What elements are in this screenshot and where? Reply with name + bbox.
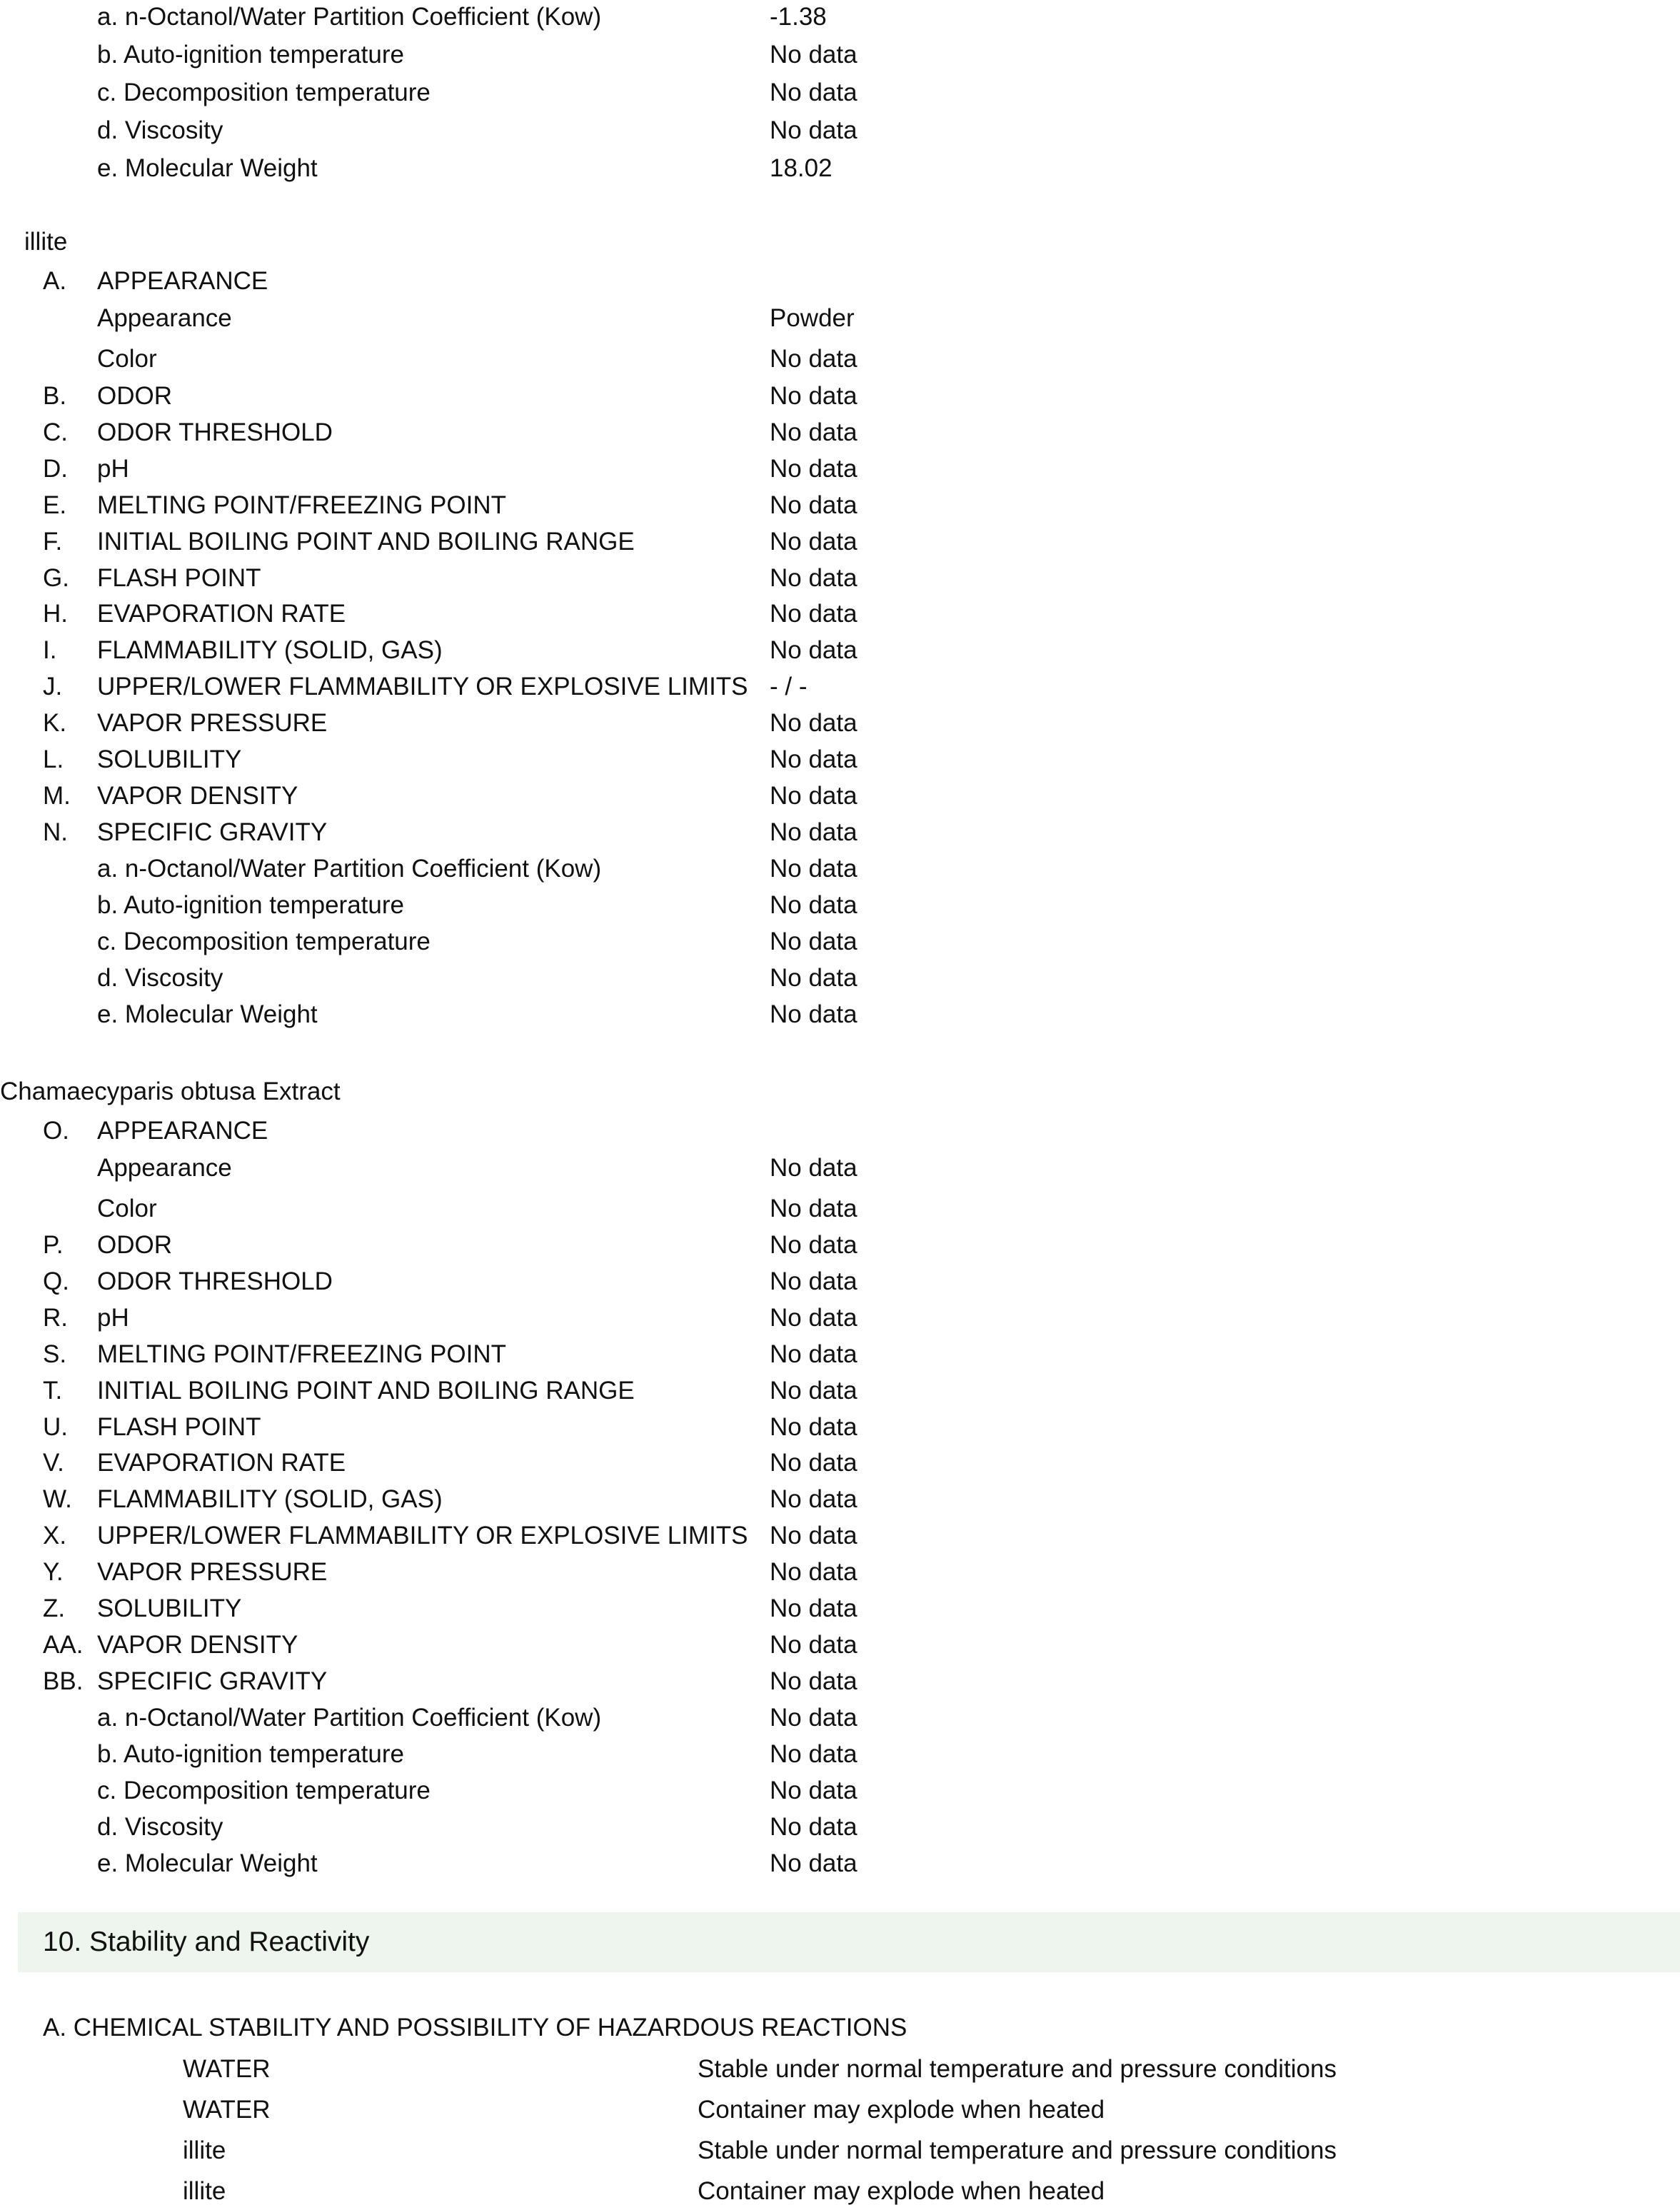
property-value: No data xyxy=(770,1000,857,1028)
property-name: d. Viscosity xyxy=(97,116,223,144)
property-label: Q. xyxy=(43,1267,69,1295)
property-value: No data xyxy=(770,1558,857,1586)
property-label: H. xyxy=(43,600,68,628)
property-name: VAPOR PRESSURE xyxy=(97,709,328,737)
property-value: No data xyxy=(770,1267,857,1295)
property-value: No data xyxy=(770,1522,857,1549)
property-name: INITIAL BOILING POINT AND BOILING RANGE xyxy=(97,1377,635,1405)
component-name: WATER xyxy=(183,2055,271,2083)
property-value: No data xyxy=(770,1413,857,1441)
property-label: I. xyxy=(43,636,57,664)
property-name: INITIAL BOILING POINT AND BOILING RANGE xyxy=(97,528,635,556)
property-label: AA. xyxy=(43,1631,84,1659)
property-value: No data xyxy=(770,1631,857,1659)
property-name: FLASH POINT xyxy=(97,564,261,592)
property-value: No data xyxy=(770,491,857,519)
property-label: BB. xyxy=(43,1667,84,1695)
property-name: VAPOR PRESSURE xyxy=(97,1558,328,1586)
property-value: No data xyxy=(770,818,857,846)
property-label: V. xyxy=(43,1449,64,1477)
property-name: UPPER/LOWER FLAMMABILITY OR EXPLOSIVE LIMITS xyxy=(97,1522,748,1549)
stability-text: Container may explode when heated xyxy=(698,2177,1105,2205)
property-label: W. xyxy=(43,1485,72,1513)
property-name: Appearance xyxy=(97,304,232,332)
property-name: pH xyxy=(97,455,129,483)
property-value: No data xyxy=(770,1449,857,1477)
property-name: SOLUBILITY xyxy=(97,1594,242,1622)
property-value: No data xyxy=(770,928,857,955)
property-label: K. xyxy=(43,709,67,737)
property-name: c. Decomposition temperature xyxy=(97,1777,431,1804)
property-label: U. xyxy=(43,1413,68,1441)
property-name: VAPOR DENSITY xyxy=(97,1631,298,1659)
property-name: c. Decomposition temperature xyxy=(97,928,431,955)
component-name: illite xyxy=(183,2136,226,2164)
property-name: pH xyxy=(97,1304,129,1332)
property-value: No data xyxy=(770,382,857,410)
property-value: No data xyxy=(770,1485,857,1513)
property-label: F. xyxy=(43,528,63,556)
property-value: No data xyxy=(770,1154,857,1182)
property-name: APPEARANCE xyxy=(97,1117,268,1145)
property-value: No data xyxy=(770,782,857,810)
property-label: O. xyxy=(43,1117,69,1145)
property-value: No data xyxy=(770,1304,857,1332)
property-value: No data xyxy=(770,41,857,69)
property-name: FLAMMABILITY (SOLID, GAS) xyxy=(97,636,443,664)
property-label: J. xyxy=(43,673,63,700)
property-label: P. xyxy=(43,1231,64,1259)
property-name: a. n-Octanol/Water Partition Coefficient (Kow) xyxy=(97,3,602,31)
property-name: SPECIFIC GRAVITY xyxy=(97,818,328,846)
property-name: VAPOR DENSITY xyxy=(97,782,298,810)
property-value: No data xyxy=(770,564,857,592)
component-name: illite xyxy=(183,2177,226,2205)
property-label: N. xyxy=(43,818,68,846)
property-value: No data xyxy=(770,1195,857,1222)
stability-text: Stable under normal temperature and pressure conditions xyxy=(698,2136,1337,2164)
section-title: 10. Stability and Reactivity xyxy=(43,1927,370,1957)
property-label: M. xyxy=(43,782,71,810)
property-label: C. xyxy=(43,418,68,446)
property-label: A. xyxy=(43,267,67,295)
property-name: MELTING POINT/FREEZING POINT xyxy=(97,1340,506,1368)
property-name: ODOR THRESHOLD xyxy=(97,418,333,446)
property-name: FLASH POINT xyxy=(97,1413,261,1441)
property-value: No data xyxy=(770,418,857,446)
property-value: No data xyxy=(770,455,857,483)
component-title-illite: illite xyxy=(24,228,68,256)
property-label: B. xyxy=(43,382,67,410)
property-value: No data xyxy=(770,964,857,992)
property-name: e. Molecular Weight xyxy=(97,1849,318,1877)
property-name: c. Decomposition temperature xyxy=(97,79,431,106)
property-value: No data xyxy=(770,891,857,919)
property-value: No data xyxy=(770,600,857,628)
property-name: a. n-Octanol/Water Partition Coefficient (Kow) xyxy=(97,855,602,883)
property-label: X. xyxy=(43,1522,67,1549)
property-value: No data xyxy=(770,528,857,556)
property-value: No data xyxy=(770,1594,857,1622)
property-name: Color xyxy=(97,345,157,373)
property-label: D. xyxy=(43,455,68,483)
property-label: T. xyxy=(43,1377,63,1405)
property-label: L. xyxy=(43,745,64,773)
property-value: -1.38 xyxy=(770,3,827,31)
property-name: a. n-Octanol/Water Partition Coefficient (Kow) xyxy=(97,1704,602,1732)
property-name: d. Viscosity xyxy=(97,964,223,992)
property-value: No data xyxy=(770,1740,857,1768)
stability-text: Stable under normal temperature and pressure conditions xyxy=(698,2055,1337,2083)
component-name: WATER xyxy=(183,2096,271,2124)
property-name: FLAMMABILITY (SOLID, GAS) xyxy=(97,1485,443,1513)
property-value: No data xyxy=(770,1340,857,1368)
property-name: Appearance xyxy=(97,1154,232,1182)
property-value: No data xyxy=(770,79,857,106)
property-name: EVAPORATION RATE xyxy=(97,1449,346,1477)
property-value: No data xyxy=(770,1813,857,1841)
property-value: No data xyxy=(770,1777,857,1804)
property-value: No data xyxy=(770,709,857,737)
property-value: No data xyxy=(770,1377,857,1405)
subsection-heading: A. CHEMICAL STABILITY AND POSSIBILITY OF HAZARDOUS REACTIONS xyxy=(43,2014,907,2041)
property-name: e. Molecular Weight xyxy=(97,1000,318,1028)
property-value: 18.02 xyxy=(770,154,833,182)
property-label: S. xyxy=(43,1340,67,1368)
property-value: No data xyxy=(770,1849,857,1877)
property-name: MELTING POINT/FREEZING POINT xyxy=(97,491,506,519)
property-name: d. Viscosity xyxy=(97,1813,223,1841)
property-label: E. xyxy=(43,491,67,519)
property-label: Z. xyxy=(43,1594,66,1622)
property-name: EVAPORATION RATE xyxy=(97,600,346,628)
property-name: SOLUBILITY xyxy=(97,745,242,773)
component-title-chamaecyparis: Chamaecyparis obtusa Extract xyxy=(0,1078,341,1105)
property-label: G. xyxy=(43,564,69,592)
property-name: ODOR xyxy=(97,382,172,410)
property-label: Y. xyxy=(43,1558,64,1586)
property-value: No data xyxy=(770,1667,857,1695)
property-value: No data xyxy=(770,116,857,144)
property-name: Color xyxy=(97,1195,157,1222)
property-value: No data xyxy=(770,1704,857,1732)
property-value: No data xyxy=(770,636,857,664)
property-name: APPEARANCE xyxy=(97,267,268,295)
property-value: No data xyxy=(770,345,857,373)
property-name: ODOR THRESHOLD xyxy=(97,1267,333,1295)
stability-text: Container may explode when heated xyxy=(698,2096,1105,2124)
property-name: e. Molecular Weight xyxy=(97,154,318,182)
property-value: No data xyxy=(770,855,857,883)
property-name: ODOR xyxy=(97,1231,172,1259)
property-name: b. Auto-ignition temperature xyxy=(97,41,404,69)
property-name: b. Auto-ignition temperature xyxy=(97,1740,404,1768)
property-name: UPPER/LOWER FLAMMABILITY OR EXPLOSIVE LIMITS xyxy=(97,673,748,700)
property-value: No data xyxy=(770,745,857,773)
property-label: R. xyxy=(43,1304,68,1332)
property-value: Powder xyxy=(770,304,855,332)
section-header xyxy=(18,1912,1680,1972)
property-value: No data xyxy=(770,1231,857,1259)
property-value: - / - xyxy=(770,673,808,700)
property-name: b. Auto-ignition temperature xyxy=(97,891,404,919)
property-name: SPECIFIC GRAVITY xyxy=(97,1667,328,1695)
